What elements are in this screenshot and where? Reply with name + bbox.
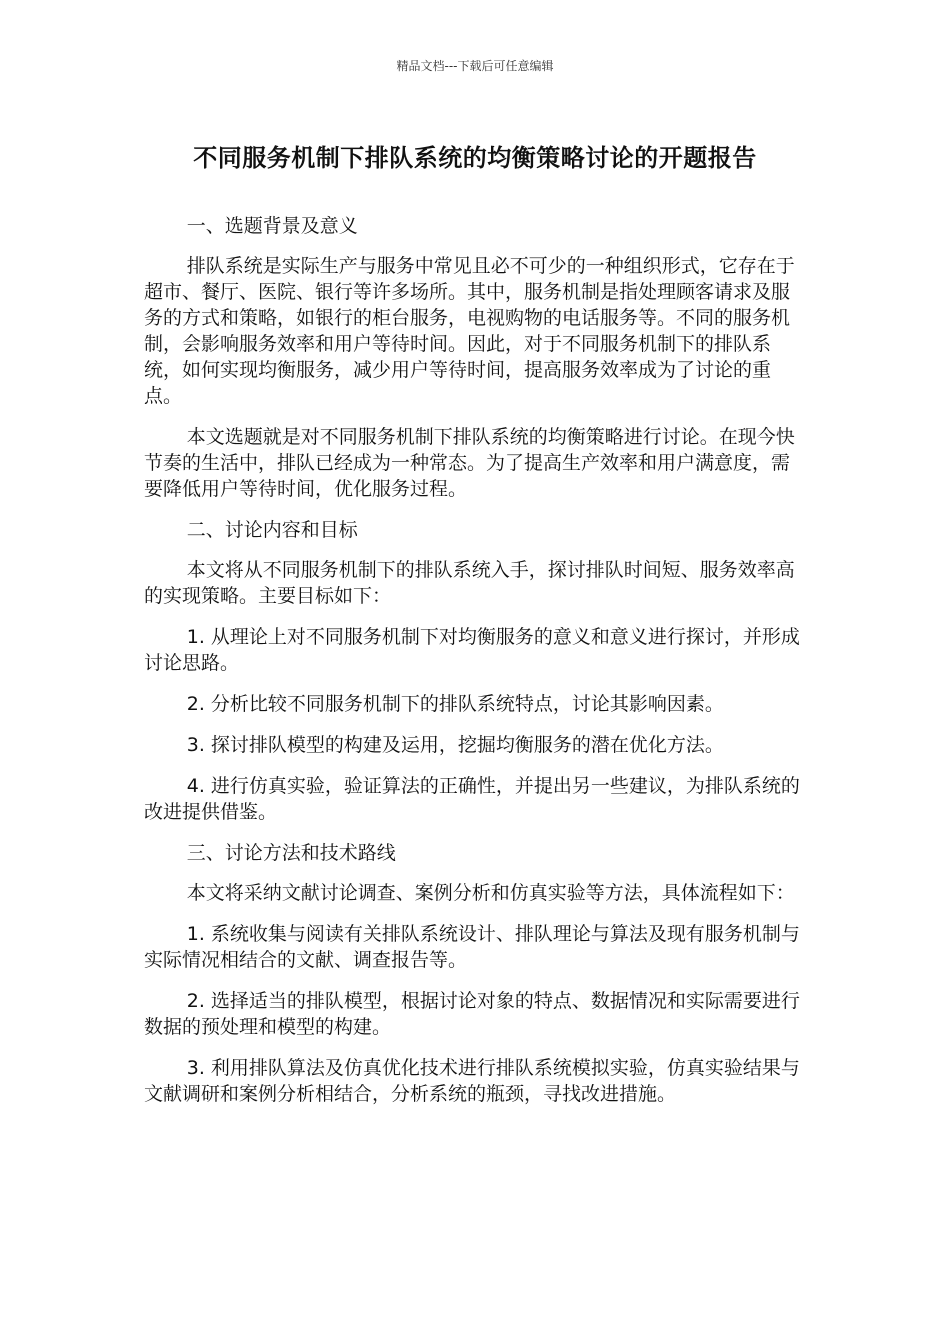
document-title: 不同服务机制下排队系统的均衡策略讨论的开题报告 — [193, 144, 757, 172]
document-body — [144, 213, 806, 1122]
goal-item-1: 1. 从理论上对不同服务机制下对均衡服务的意义和意义进行探讨，并形成讨论思路。 — [144, 626, 800, 674]
goal-item-4: 4. 进行仿真实验，验证算法的正确性，并提出另一些建议，为排队系统的改进提供借鉴。 — [144, 775, 800, 823]
goal-item-2: 2. 分析比较不同服务机制下的排队系统特点，讨论其影响因素。 — [186, 693, 724, 715]
page-header: 精品文档---下载后可任意编辑 — [396, 59, 554, 73]
paragraph-background: 排队系统是实际生产与服务中常见且必不可少的一种组织形式，它存在于超市、餐厅、医院、银行等许多场所。其中，服务机制是指处理顾客请求及服务的方式和策略，如银行的柜台服务，电视购物的电话服务等。不同的服务机制，会影响服务效率和用户等待时间。因此，对于不同服务机制下的排队系统，如何实现均衡服务，减少用户等待时间，提高服务效率成为了讨论的重点。 — [144, 255, 795, 407]
goal-item-3: 3. 探讨排队模型的构建及运用，挖掘均衡服务的潜在优化方法。 — [186, 734, 724, 756]
section-heading-2: 二、讨论内容和目标 — [186, 519, 358, 541]
paragraph-content-intro: 本文将从不同服务机制下的排队系统入手，探讨排队时间短、服务效率高的实现策略。主要目标如下： — [144, 559, 795, 607]
section-heading-3: 三、讨论方法和技术路线 — [186, 842, 396, 864]
method-step-3: 3. 利用排队算法及仿真优化技术进行排队系统模拟实验，仿真实验结果与文献调研和案例分析相结合，分析系统的瓶颈，寻找改进措施。 — [144, 1057, 800, 1105]
method-step-1: 1. 系统收集与阅读有关排队系统设计、排队理论与算法及现有服务机制与实际情况相结合的文献、调查报告等。 — [144, 923, 800, 971]
paragraph-method-intro: 本文将采纳文献讨论调查、案例分析和仿真实验等方法，具体流程如下： — [186, 882, 795, 904]
section-heading-1: 一、选题背景及意义 — [186, 215, 358, 237]
method-step-2: 2. 选择适当的排队模型，根据讨论对象的特点、数据情况和实际需要进行数据的预处理和模型的构建。 — [144, 990, 800, 1038]
paragraph-topic: 本文选题就是对不同服务机制下排队系统的均衡策略进行讨论。在现今快节奏的生活中，排队已经成为一种常态。为了提高生产效率和用户满意度，需要降低用户等待时间，优化服务过程。 — [144, 426, 795, 500]
